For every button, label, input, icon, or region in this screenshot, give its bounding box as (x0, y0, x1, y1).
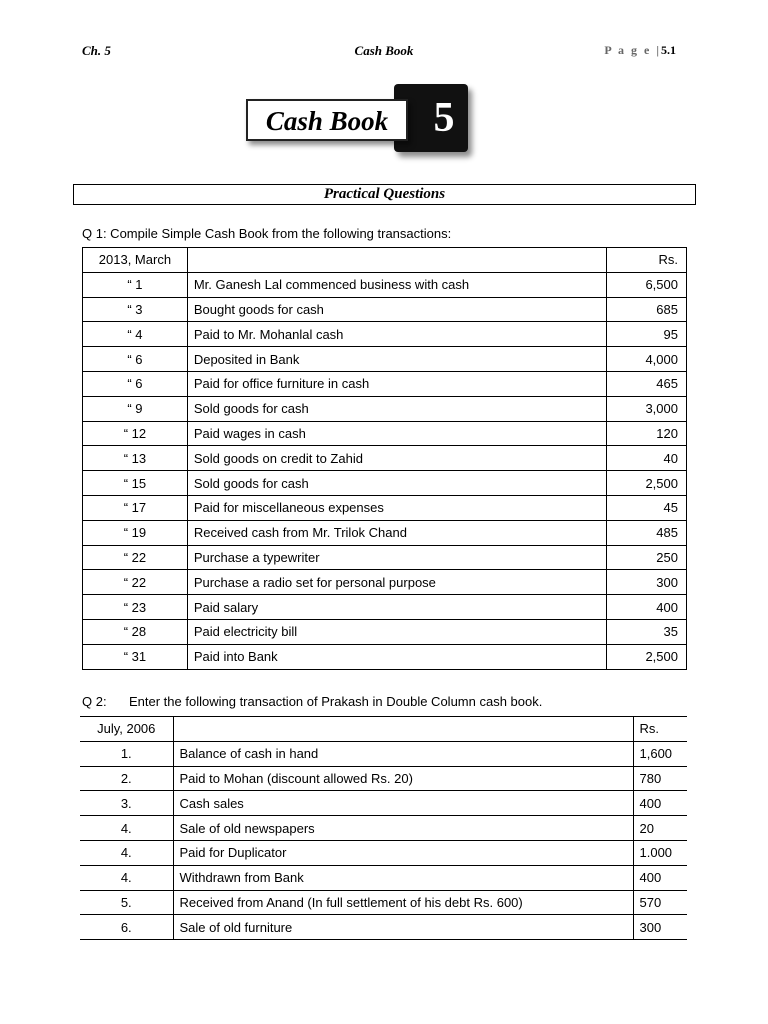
table-date: “ 17 (83, 495, 188, 520)
table-particulars: Purchase a typewriter (187, 545, 606, 570)
table-amount: 3,000 (607, 396, 687, 421)
table-row (80, 840, 687, 865)
table-row (83, 471, 687, 496)
table-date: “ 1 (83, 272, 188, 297)
table-row (80, 741, 687, 766)
table-date: “ 22 (83, 545, 188, 570)
table-row (80, 816, 687, 841)
table-date: 5. (80, 890, 173, 915)
table-header-row (80, 717, 687, 742)
table-date: “ 28 (83, 619, 188, 644)
table-particulars: Paid for miscellaneous expenses (187, 495, 606, 520)
q2-label: Q 2: (82, 694, 107, 709)
table-particulars: Withdrawn from Bank (173, 865, 633, 890)
table-amount: 45 (607, 495, 687, 520)
table-header-row (83, 248, 687, 273)
chapter-number: 5 (394, 84, 468, 152)
table-amount: 1.000 (633, 840, 687, 865)
chapter-banner (246, 84, 476, 164)
table-date: “ 23 (83, 595, 188, 620)
table-particulars: Sold goods for cash (187, 471, 606, 496)
q2-table (80, 716, 687, 940)
table-particulars: Received cash from Mr. Trilok Chand (187, 520, 606, 545)
table-date: 1. (80, 741, 173, 766)
table-header-amount: Rs. (607, 248, 687, 273)
table-amount: 465 (607, 371, 687, 396)
table-row (83, 520, 687, 545)
table-row (83, 446, 687, 471)
table-particulars: Paid to Mr. Mohanlal cash (187, 322, 606, 347)
table-date: 4. (80, 865, 173, 890)
table-date: 3. (80, 791, 173, 816)
table-header-date: July, 2006 (80, 717, 173, 742)
table-row (83, 495, 687, 520)
table-particulars: Cash sales (173, 791, 633, 816)
table-date: 2. (80, 766, 173, 791)
header-chapter: Ch. 5 (82, 43, 111, 58)
table-particulars: Mr. Ganesh Lal commenced business with cash (187, 272, 606, 297)
table-date: “ 19 (83, 520, 188, 545)
table-particulars: Sale of old furniture (173, 915, 633, 940)
table-amount: 2,500 (607, 644, 687, 669)
table-particulars: Bought goods for cash (187, 297, 606, 322)
table-row (83, 297, 687, 322)
table-row (80, 915, 687, 940)
page-number: 5.1 (661, 43, 676, 57)
table-amount: 35 (607, 619, 687, 644)
table-row (83, 644, 687, 669)
table-date: “ 6 (83, 347, 188, 372)
table-particulars: Sale of old newspapers (173, 816, 633, 841)
page-label: P a g e | (604, 43, 661, 57)
table-particulars: Purchase a radio set for personal purpose (187, 570, 606, 595)
table-row (80, 890, 687, 915)
table-date: “ 9 (83, 396, 188, 421)
table-amount: 2,500 (607, 471, 687, 496)
table-amount: 300 (607, 570, 687, 595)
table-particulars: Received from Anand (In full settlement of his debt Rs. 600) (173, 890, 633, 915)
table-amount: 300 (633, 915, 687, 940)
table-particulars: Balance of cash in hand (173, 741, 633, 766)
table-row (83, 595, 687, 620)
table-header-particulars (187, 248, 606, 273)
table-amount: 485 (607, 520, 687, 545)
table-particulars: Sold goods for cash (187, 396, 606, 421)
table-amount: 685 (607, 297, 687, 322)
table-amount: 95 (607, 322, 687, 347)
table-date: “ 3 (83, 297, 188, 322)
table-amount: 20 (633, 816, 687, 841)
q1-table (82, 247, 687, 670)
table-row (83, 545, 687, 570)
table-row (80, 791, 687, 816)
table-amount: 6,500 (607, 272, 687, 297)
table-date: “ 4 (83, 322, 188, 347)
table-amount: 40 (607, 446, 687, 471)
table-amount: 400 (633, 865, 687, 890)
section-title: Practical Questions (73, 184, 696, 205)
q1-prompt: Q 1: Compile Simple Cash Book from the following transactions: (82, 226, 452, 241)
table-header-date: 2013, March (83, 248, 188, 273)
table-row (83, 421, 687, 446)
table-particulars: Paid into Bank (187, 644, 606, 669)
table-date: “ 15 (83, 471, 188, 496)
table-particulars: Paid electricity bill (187, 619, 606, 644)
table-row (80, 766, 687, 791)
header-title: Cash Book (354, 43, 414, 58)
table-date: “ 12 (83, 421, 188, 446)
table-row (83, 322, 687, 347)
table-amount: 120 (607, 421, 687, 446)
q2-text: Enter the following transaction of Prakash in Double Column cash book. (129, 694, 543, 709)
table-header-amount: Rs. (633, 717, 687, 742)
table-row (83, 570, 687, 595)
table-header-particulars (173, 717, 633, 742)
table-date: 6. (80, 915, 173, 940)
table-particulars: Paid to Mohan (discount allowed Rs. 20) (173, 766, 633, 791)
table-amount: 400 (607, 595, 687, 620)
table-amount: 400 (633, 791, 687, 816)
chapter-title: Cash Book (246, 99, 408, 141)
table-date: 4. (80, 816, 173, 841)
table-row (83, 396, 687, 421)
table-particulars: Deposited in Bank (187, 347, 606, 372)
table-particulars: Paid wages in cash (187, 421, 606, 446)
table-amount: 4,000 (607, 347, 687, 372)
table-particulars: Paid salary (187, 595, 606, 620)
table-date: “ 6 (83, 371, 188, 396)
table-row (83, 347, 687, 372)
table-date: 4. (80, 840, 173, 865)
table-row (83, 272, 687, 297)
table-row (83, 619, 687, 644)
q2-prompt (82, 694, 542, 709)
table-particulars: Sold goods on credit to Zahid (187, 446, 606, 471)
table-particulars: Paid for Duplicator (173, 840, 633, 865)
table-date: “ 31 (83, 644, 188, 669)
table-amount: 780 (633, 766, 687, 791)
table-particulars: Paid for office furniture in cash (187, 371, 606, 396)
table-date: “ 22 (83, 570, 188, 595)
table-row (80, 865, 687, 890)
table-row (83, 371, 687, 396)
table-amount: 1,600 (633, 741, 687, 766)
table-date: “ 13 (83, 446, 188, 471)
header-page (604, 43, 676, 58)
table-amount: 250 (607, 545, 687, 570)
table-amount: 570 (633, 890, 687, 915)
